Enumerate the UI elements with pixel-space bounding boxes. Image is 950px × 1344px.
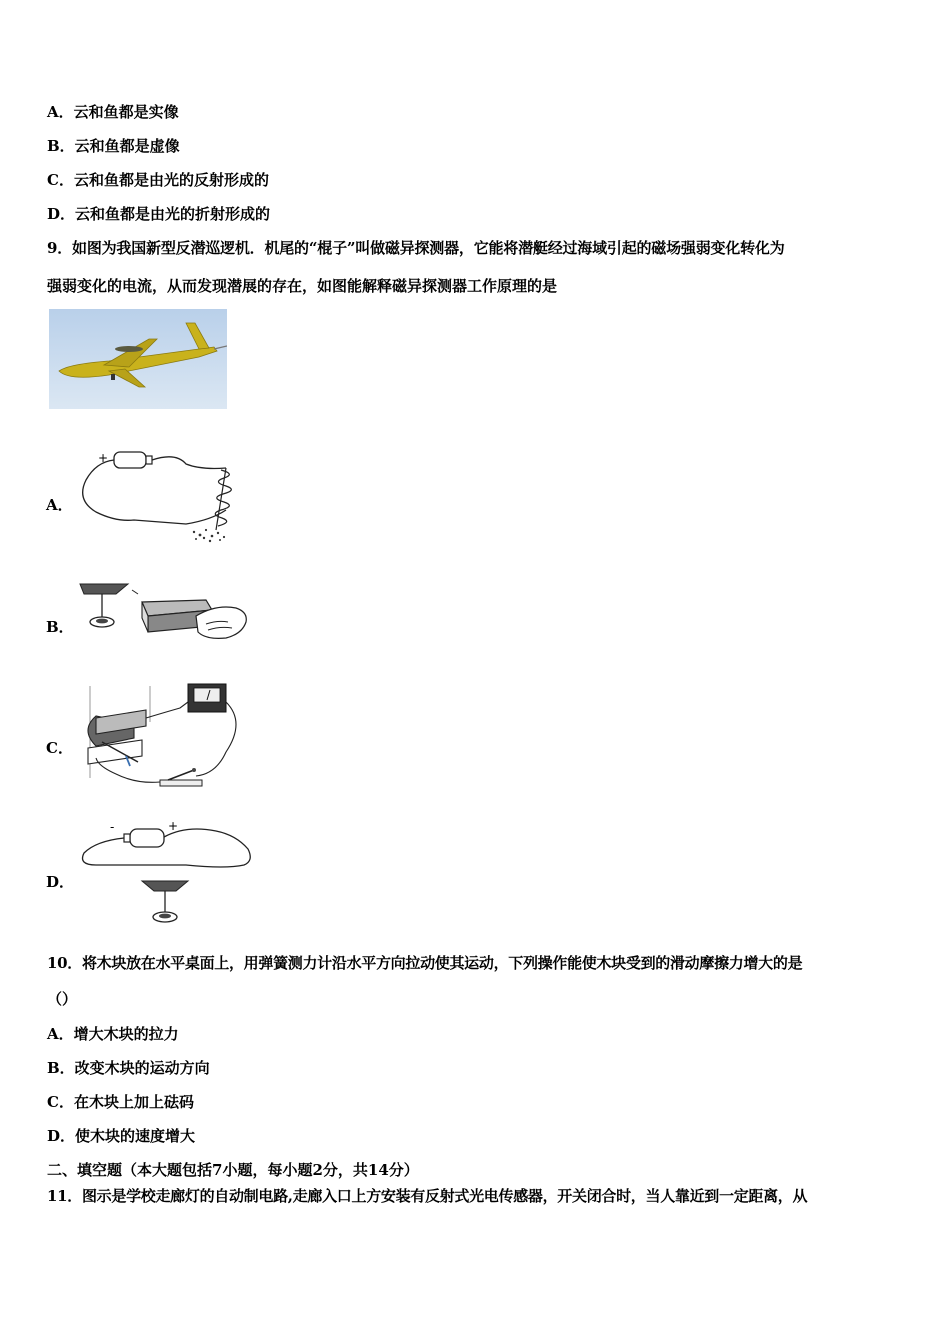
q8-option-c: C．云和鱼都是由光的反射形成的 [47, 171, 269, 189]
q10-option-c: C．在木块上加上砝码 [47, 1093, 194, 1111]
fig-d-current-compass [76, 815, 256, 933]
q9-option-d-label: D． [46, 873, 75, 891]
q10-stem-line2: （） [47, 990, 78, 1008]
battery-plus-a: + [98, 451, 109, 465]
battery-minus-d: - [110, 820, 115, 834]
fig-a-electromagnet-circuit [76, 440, 246, 550]
q9-option-a-label: A． [46, 496, 73, 514]
patrol-plane-photo [49, 309, 227, 409]
q11-stem-line1: 11．图示是学校走廊灯的自动制电路,走廊入口上方安装有反射式光电传感器，开关闭合时，当人靠近到一定距离，从 [47, 1187, 808, 1205]
q10-option-b: B．改变木块的运动方向 [47, 1059, 210, 1077]
q8-option-a: A．云和鱼都是实像 [47, 103, 179, 121]
q9-stem-line1: 9．如图为我国新型反潜巡逻机．机尾的“棍子”叫做磁异探测器，它能将潜艇经过海域引起的磁场强弱变化转化为 [47, 239, 785, 257]
section2-heading: 二、填空题（本大题包括7小题，每小题2分，共14分） [47, 1161, 419, 1179]
q8-option-d: D．云和鱼都是由光的折射形成的 [47, 205, 271, 223]
q10-option-a: A．增大木块的拉力 [47, 1025, 179, 1043]
fig-b-magnet-compass [76, 578, 251, 648]
q9-stem-line2: 强弱变化的电流，从而发现潜展的存在，如图能解释磁异探测器工作原理的是 [47, 277, 558, 295]
battery-plus-d: + [168, 819, 179, 833]
fig-c-induction-galvanometer [76, 682, 256, 790]
q8-option-b: B．云和鱼都是虚像 [47, 137, 180, 155]
q9-option-c-label: C． [46, 739, 73, 757]
q9-option-b-label: B． [46, 618, 74, 636]
q10-stem-line1: 10．将木块放在水平桌面上，用弹簧测力计沿水平方向拉动使其运动，下列操作能使木块受到的滑动摩擦力增大的是 [47, 954, 803, 972]
q10-option-d: D．使木块的速度增大 [47, 1127, 196, 1145]
